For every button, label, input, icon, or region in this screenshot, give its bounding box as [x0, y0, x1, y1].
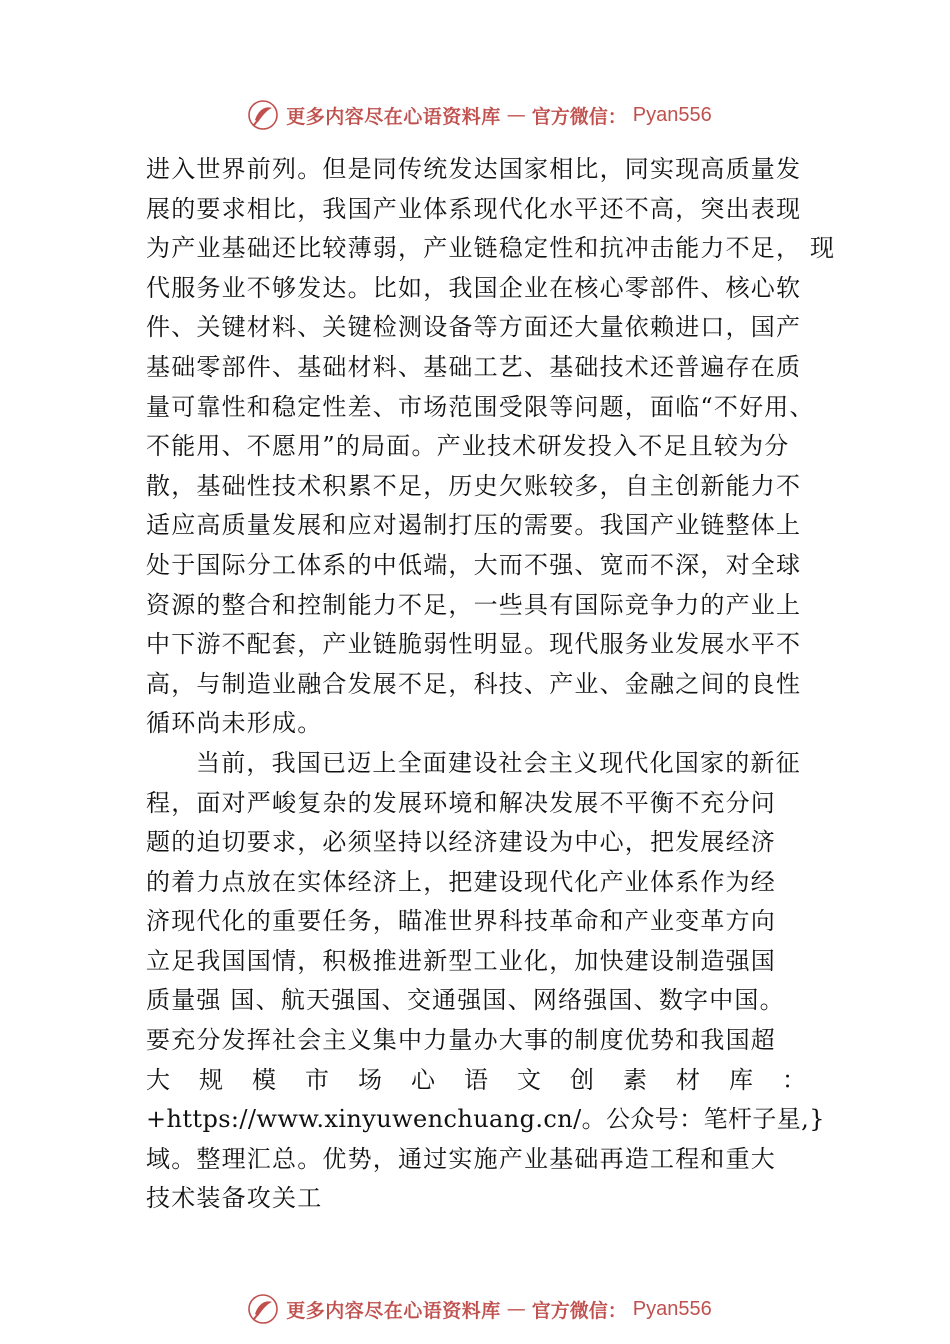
spread-char: 场	[358, 1065, 382, 1094]
spread-char: 素	[623, 1065, 647, 1094]
banner-slogan: 更多内容尽在心语资料库	[286, 105, 501, 128]
spread-char: 规	[199, 1065, 223, 1094]
spread-char: 库	[729, 1065, 753, 1094]
banner-separator: —	[506, 1298, 526, 1320]
banner-wechat-id: Pyan556	[632, 103, 712, 126]
body-line: 适应高质量发展和应对遏制打压的需要。我国产业链整体上	[146, 511, 802, 540]
body-line: 量可靠性和稳定性差、市场范围受限等问题，面临“不好用、	[146, 392, 815, 421]
spread-char: 大	[146, 1065, 170, 1094]
paragraph-start-line: 当前，我国已迈上全面建设社会主义现代化国家的新征	[196, 748, 801, 777]
spread-char: ：	[782, 1065, 806, 1094]
body-line: 程，面对严峻复杂的发展环境和解决发展不平衡不充分问	[146, 788, 776, 817]
url-line: +https://www.xinyuwenchuang.cn/。公众号：笔杆子星,}	[146, 1105, 825, 1134]
body-line: 高，与制造业融合发展不足，科技、产业、金融之间的良性	[146, 669, 802, 698]
spread-char: 创	[570, 1065, 594, 1094]
body-line: 件、关键材料、关键检测设备等方面还大量依赖进口，国产	[146, 313, 802, 342]
spread-char: 语	[464, 1065, 488, 1094]
body-line: 基础零部件、基础材料、基础工艺、基础技术还普遍存在质	[146, 352, 802, 381]
body-line: 要充分发挥社会主义集中力量办大事的制度优势和我国超	[146, 1026, 776, 1055]
body-line: 处于国际分工体系的中低端，大而不强、宽而不深，对全球	[146, 550, 802, 579]
document-body	[146, 150, 836, 1219]
banner-slogan: 更多内容尽在心语资料库	[286, 1299, 501, 1322]
pen-logo-icon	[246, 98, 280, 132]
header-banner	[0, 95, 950, 135]
spread-char: 心	[411, 1065, 435, 1094]
banner-wechat-label: 官方微信：	[531, 1299, 627, 1322]
banner-wechat-label: 官方微信：	[531, 105, 627, 128]
body-line: 的着力点放在实体经济上，把建设现代化产业体系作为经	[146, 867, 776, 896]
body-line: 立足我国国情，积极推进新型工业化，加快建设制造强国	[146, 946, 776, 975]
body-line: 循环尚未形成。	[146, 709, 323, 738]
spread-char: 材	[676, 1065, 700, 1094]
body-line: 域。整理汇总。优势，通过实施产业基础再造工程和重大	[146, 1144, 776, 1173]
body-line: 展的要求相比，我国产业体系现代化水平还不高，突出表现	[146, 194, 802, 223]
body-line: 进入世界前列。但是同传统发达国家相比，同实现高质量发	[146, 155, 802, 183]
footer-banner	[0, 1289, 950, 1329]
banner-wechat-id: Pyan556	[632, 1297, 712, 1320]
body-line: 代服务业不够发达。比如，我国企业在核心零部件、核心软	[146, 273, 802, 302]
body-line: 中下游不配套，产业链脆弱性明显。现代服务业发展水平不	[146, 630, 802, 659]
body-line: 资源的整合和控制能力不足，一些具有国际竞争力的产业上	[146, 590, 802, 619]
spread-char: 文	[517, 1065, 541, 1094]
body-line: 为产业基础还比较薄弱，产业链稳定性和抗冲击能力不足， 现	[146, 234, 836, 263]
pen-logo-icon	[246, 1292, 280, 1326]
banner-separator: —	[506, 104, 526, 126]
body-line: 技术装备攻关工	[146, 1184, 323, 1213]
spread-line	[146, 1061, 806, 1101]
spread-char: 模	[252, 1065, 276, 1094]
spread-char: 市	[305, 1065, 329, 1094]
body-line: 质量强 国、航天强国、交通强国、网络强国、数字中国。	[146, 986, 785, 1015]
body-line: 题的迫切要求，必须坚持以经济建设为中心，把发展经济	[146, 828, 776, 857]
body-line: 散，基础性技术积累不足，历史欠账较多，自主创新能力不	[146, 471, 802, 500]
body-line: 不能用、不愿用”的局面。产业技术研发投入不足且较为分	[146, 432, 790, 461]
body-line: 济现代化的重要任务，瞄准世界科技革命和产业变革方向	[146, 907, 776, 936]
